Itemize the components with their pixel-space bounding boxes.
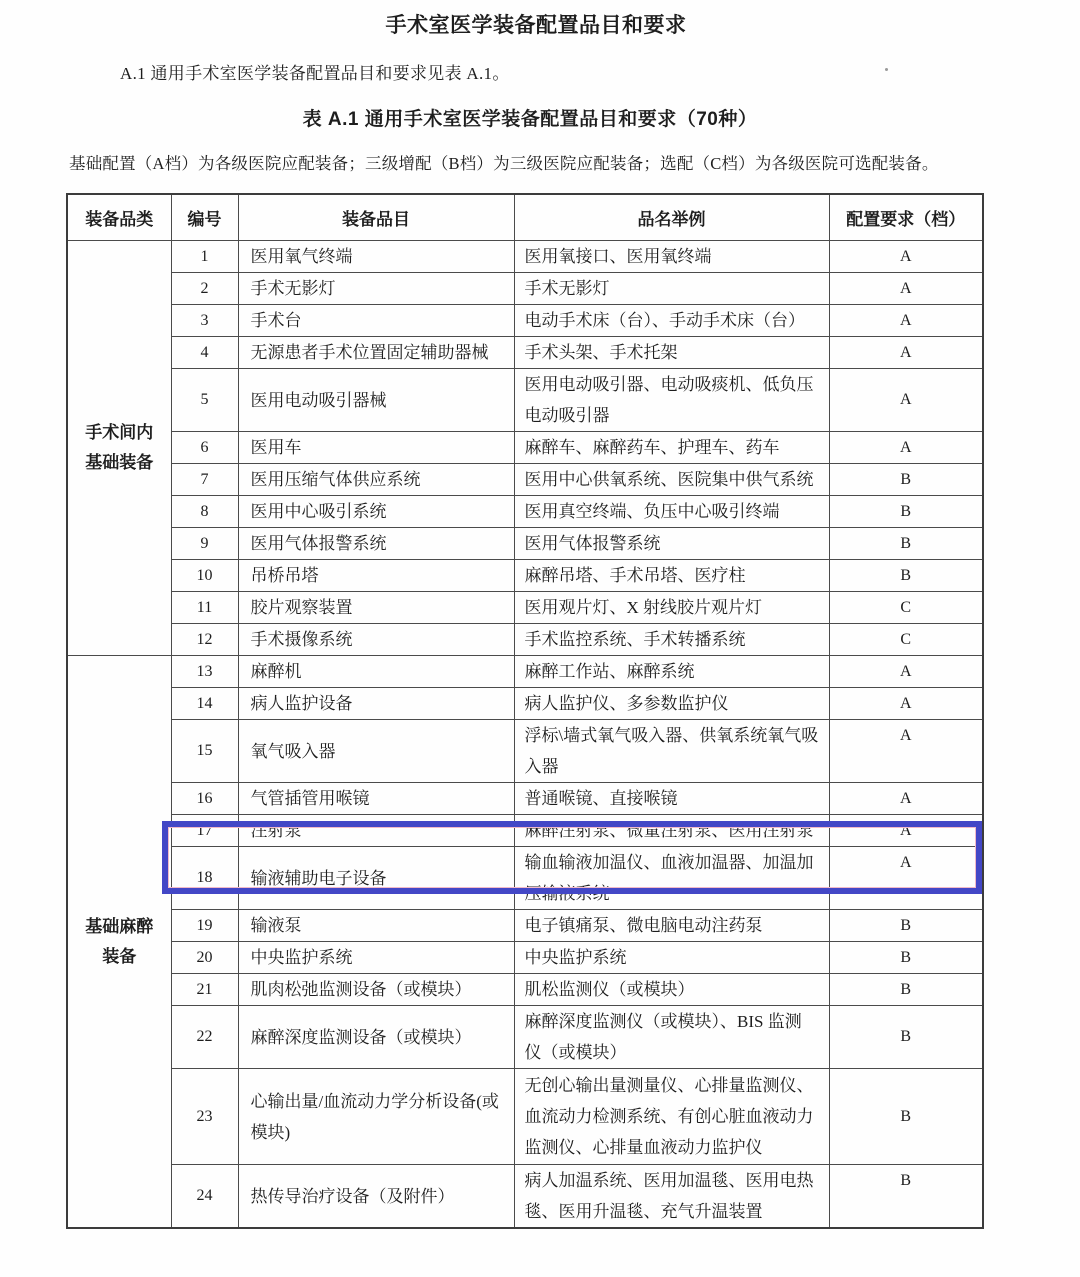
cell-item: 医用氧气终端: [238, 241, 514, 273]
cell-no: 17: [171, 815, 238, 847]
table-row: [67, 815, 983, 847]
table-row: [67, 1069, 983, 1165]
cell-item: 无源患者手术位置固定辅助器械: [238, 337, 514, 369]
table-row: [67, 910, 983, 942]
cell-no: 4: [171, 337, 238, 369]
cell-no: 2: [171, 273, 238, 305]
header-no: 编号: [171, 194, 238, 241]
cell-req: A: [829, 847, 983, 910]
cell-item: 手术无影灯: [238, 273, 514, 305]
cell-no: 1: [171, 241, 238, 273]
cell-item: 手术摄像系统: [238, 624, 514, 656]
scan-artifact-dot: [885, 68, 888, 71]
cell-examples: 中央监护系统: [514, 942, 829, 974]
cell-no: 15: [171, 720, 238, 783]
cell-examples: 病人加温系统、医用加温毯、医用电热毯、医用升温毯、充气升温装置: [514, 1165, 829, 1229]
cell-examples: 医用观片灯、X 射线胶片观片灯: [514, 592, 829, 624]
cell-req: C: [829, 592, 983, 624]
cell-examples: 浮标\墙式氧气吸入器、供氧系统氧气吸入器: [514, 720, 829, 783]
table-row: [67, 1006, 983, 1069]
cell-req: B: [829, 1165, 983, 1229]
table-row: [67, 720, 983, 783]
cell-examples: 麻醉吊塔、手术吊塔、医疗柱: [514, 560, 829, 592]
cell-category: 基础麻醉装备: [67, 656, 171, 1229]
cell-examples: 麻醉工作站、麻醉系统: [514, 656, 829, 688]
cell-no: 23: [171, 1069, 238, 1165]
table-caption: 表 A.1 通用手术室医学装备配置品目和要求（70种）: [302, 109, 758, 130]
table-row: [67, 305, 983, 337]
cell-no: 24: [171, 1165, 238, 1229]
cell-item: 氧气吸入器: [238, 720, 514, 783]
cell-no: 6: [171, 432, 238, 464]
cell-no: 18: [171, 847, 238, 910]
cell-no: 10: [171, 560, 238, 592]
cell-item: 气管插管用喉镜: [238, 783, 514, 815]
table-row: [67, 592, 983, 624]
cell-item: 吊桥吊塔: [238, 560, 514, 592]
cell-examples: 电动手术床（台）、手动手术床（台）: [514, 305, 829, 337]
cell-examples: 医用电动吸引器、电动吸痰机、低负压电动吸引器: [514, 369, 829, 432]
cell-no: 13: [171, 656, 238, 688]
cell-item: 注射泵: [238, 815, 514, 847]
table-row: [67, 432, 983, 464]
cell-item: 病人监护设备: [238, 688, 514, 720]
table-row: [67, 369, 983, 432]
cell-req: B: [829, 496, 983, 528]
cell-no: 19: [171, 910, 238, 942]
cell-item: 麻醉机: [238, 656, 514, 688]
cell-item: 医用中心吸引系统: [238, 496, 514, 528]
cell-item: 医用电动吸引器械: [238, 369, 514, 432]
cell-req: A: [829, 783, 983, 815]
cell-no: 21: [171, 974, 238, 1006]
cell-no: 22: [171, 1006, 238, 1069]
table-note: 基础配置（A档）为各级医院应配装备；三级增配（B档）为三级医院应配装备；选配（C档）为各级医院可选配装备。: [69, 154, 939, 173]
cell-req: A: [829, 656, 983, 688]
cell-req: A: [829, 688, 983, 720]
equipment-table: [66, 193, 984, 1229]
cell-examples: 麻醉深度监测仪（或模块）、BIS 监测仪（或模块）: [514, 1006, 829, 1069]
cell-item: 肌肉松弛监测设备（或模块）: [238, 974, 514, 1006]
cell-req: B: [829, 974, 983, 1006]
table-row: [67, 560, 983, 592]
table-row: [67, 528, 983, 560]
cell-item: 热传导治疗设备（及附件）: [238, 1165, 514, 1229]
cell-no: 12: [171, 624, 238, 656]
cell-item: 心输出量/血流动力学分析设备(或模块): [238, 1069, 514, 1165]
cell-examples: 普通喉镜、直接喉镜: [514, 783, 829, 815]
cell-item: 输液泵: [238, 910, 514, 942]
cell-req: A: [829, 305, 983, 337]
table-row: [67, 241, 983, 273]
cell-no: 3: [171, 305, 238, 337]
cell-item: 中央监护系统: [238, 942, 514, 974]
cell-req: B: [829, 1069, 983, 1165]
cell-examples: 手术无影灯: [514, 273, 829, 305]
cell-item: 医用车: [238, 432, 514, 464]
cell-no: 5: [171, 369, 238, 432]
cell-examples: 手术头架、手术托架: [514, 337, 829, 369]
cell-item: 麻醉深度监测设备（或模块）: [238, 1006, 514, 1069]
cell-examples: 医用中心供氧系统、医院集中供气系统: [514, 464, 829, 496]
cell-item: 医用压缩气体供应系统: [238, 464, 514, 496]
cell-examples: 输血输液加温仪、血液加温器、加温加压输液系统: [514, 847, 829, 910]
intro-paragraph: A.1 通用手术室医学装备配置品目和要求见表 A.1。: [120, 64, 510, 83]
cell-examples: 手术监控系统、手术转播系统: [514, 624, 829, 656]
cell-examples: 医用气体报警系统: [514, 528, 829, 560]
cell-item: 输液辅助电子设备: [238, 847, 514, 910]
cell-no: 20: [171, 942, 238, 974]
cell-item: 胶片观察装置: [238, 592, 514, 624]
table-container: [66, 193, 982, 1229]
header-item: 装备品目: [238, 194, 514, 241]
cell-req: A: [829, 720, 983, 783]
table-row: [67, 1165, 983, 1229]
table-row: [67, 942, 983, 974]
cell-examples: 电子镇痛泵、微电脑电动注药泵: [514, 910, 829, 942]
cell-no: 11: [171, 592, 238, 624]
cell-examples: 医用真空终端、负压中心吸引终端: [514, 496, 829, 528]
table-row: [67, 688, 983, 720]
cell-req: B: [829, 910, 983, 942]
cell-req: A: [829, 815, 983, 847]
cell-req: B: [829, 560, 983, 592]
table-row: [67, 656, 983, 688]
cell-req: B: [829, 464, 983, 496]
cell-examples: 麻醉车、麻醉药车、护理车、药车: [514, 432, 829, 464]
cell-examples: 无创心输出量测量仪、心排量监测仪、血流动力检测系统、有创心脏血液动力监测仪、心排量血液动力监护仪: [514, 1069, 829, 1165]
table-row: [67, 464, 983, 496]
cell-item: 手术台: [238, 305, 514, 337]
cell-req: B: [829, 942, 983, 974]
cell-examples: 医用氧接口、医用氧终端: [514, 241, 829, 273]
cell-no: 9: [171, 528, 238, 560]
cell-req: A: [829, 273, 983, 305]
header-examples: 品名举例: [514, 194, 829, 241]
cell-no: 8: [171, 496, 238, 528]
header-req: 配置要求（档）: [829, 194, 983, 241]
page-title: 手术室医学装备配置品目和要求: [385, 14, 687, 37]
cell-item: 医用气体报警系统: [238, 528, 514, 560]
cell-category: 手术间内基础装备: [67, 241, 171, 656]
table-row: [67, 496, 983, 528]
table-row: [67, 273, 983, 305]
cell-req: B: [829, 528, 983, 560]
table-row-highlighted: [67, 847, 983, 910]
cell-no: 7: [171, 464, 238, 496]
cell-examples: 肌松监测仪（或模块）: [514, 974, 829, 1006]
table-row: [67, 783, 983, 815]
table-row: [67, 624, 983, 656]
cell-req: B: [829, 1006, 983, 1069]
table-header-row: [67, 194, 983, 241]
cell-req: A: [829, 241, 983, 273]
cell-req: A: [829, 369, 983, 432]
header-category: 装备品类: [67, 194, 171, 241]
table-row: [67, 337, 983, 369]
cell-no: 14: [171, 688, 238, 720]
table-row: [67, 974, 983, 1006]
cell-req: C: [829, 624, 983, 656]
cell-no: 16: [171, 783, 238, 815]
cell-req: A: [829, 337, 983, 369]
cell-examples: 病人监护仪、多参数监护仪: [514, 688, 829, 720]
cell-req: A: [829, 432, 983, 464]
cell-examples: 麻醉注射泵、微量注射泵、医用注射泵: [514, 815, 829, 847]
